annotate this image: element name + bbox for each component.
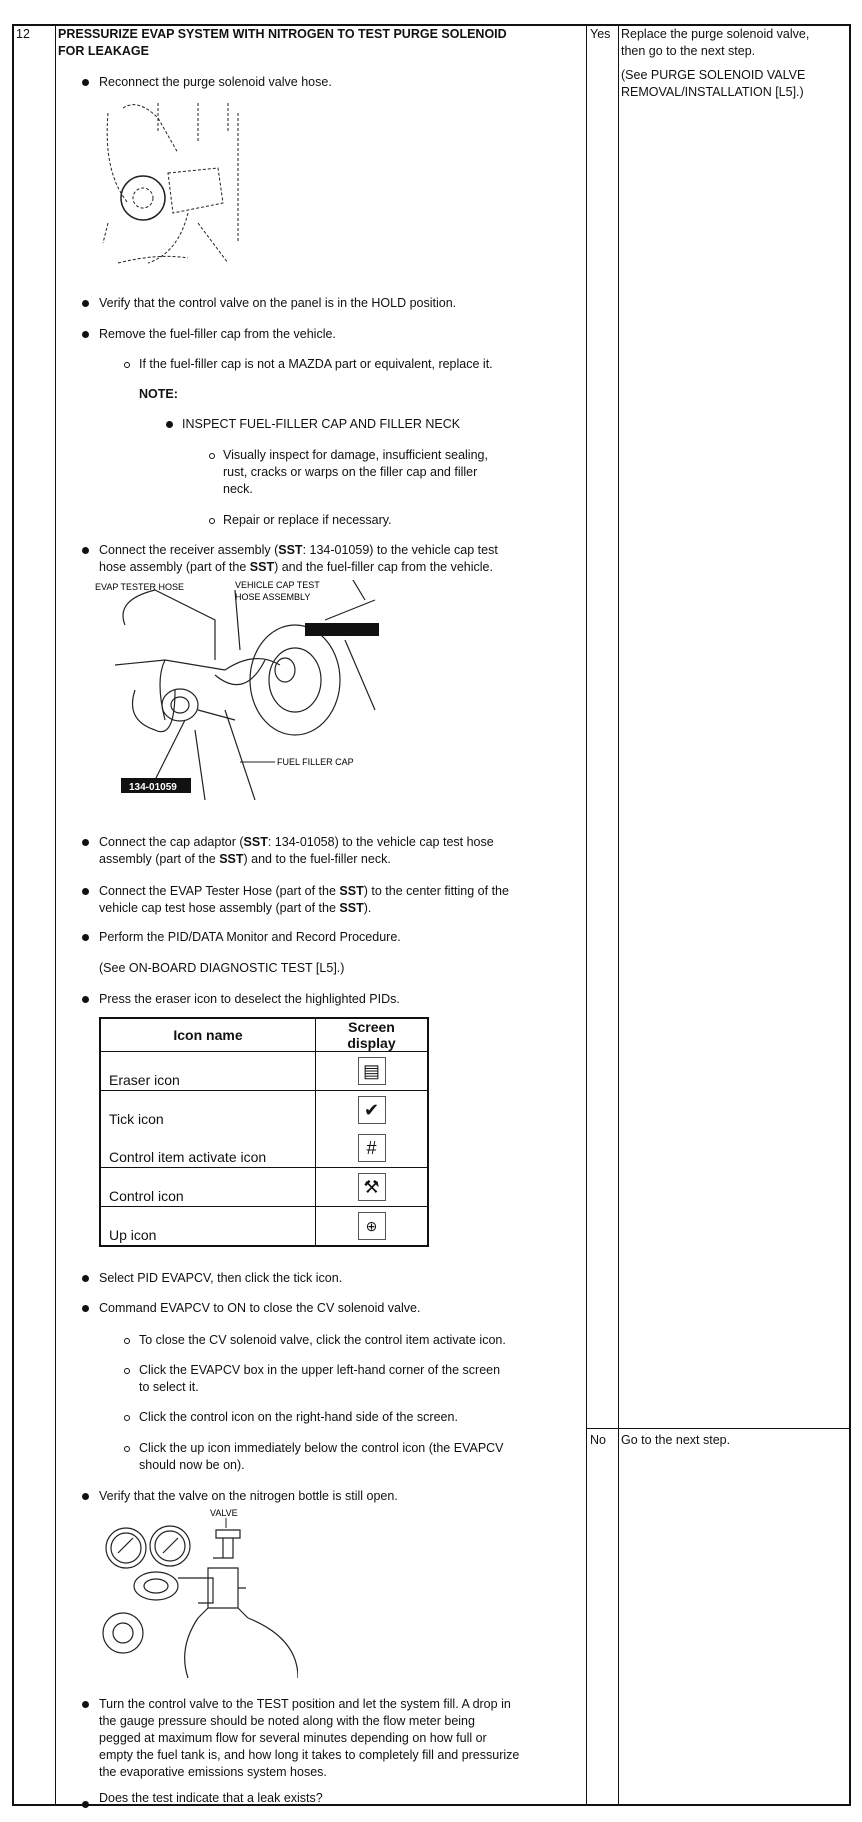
list-item: Connect the EVAP Tester Hose (part of the SST) to the center fitting of the vehicle cap test hose assembly (part of the SST). <box>99 884 509 915</box>
sub-item: Click the EVAPCV box in the upper left-hand corner of the screen to select it. <box>139 1363 501 1394</box>
list-item: Does the test indicate that a leak exists? <box>99 1791 323 1805</box>
tick-icon: ✔ <box>358 1096 386 1124</box>
list-item: Remove the fuel-filler cap from the vehicle. <box>99 327 336 341</box>
icon-name-cell: Tick icon <box>100 1091 316 1129</box>
no-label: No <box>590 1433 606 1447</box>
vehicle-cap-label-1: VEHICLE CAP TEST <box>235 580 320 590</box>
evap-tester-hose-label: EVAP TESTER HOSE <box>95 582 185 592</box>
fuel-filler-cap-label: FUEL FILLER CAP <box>277 757 354 767</box>
list-item: Turn the control valve to the TEST position and let the system fill. A drop in the gauge pressure should be noted along with the flow meter being pegged at maximum flow for several minutes depending on how full or empty the fuel tank is, and how long it takes to completely fill and pressurize the evaporative emissions system hoses. <box>99 1697 520 1779</box>
bullet <box>82 547 89 554</box>
sub-bullet <box>124 1368 130 1374</box>
sst-number-label: 134-01059 <box>129 782 177 793</box>
control-item-activate-icon: # <box>358 1134 386 1162</box>
divider <box>55 24 56 1806</box>
valve-label: VALVE <box>210 1508 238 1518</box>
sub-bullet <box>209 518 215 524</box>
sub-bullet <box>124 362 130 368</box>
up-icon: ⊕ <box>358 1212 386 1240</box>
bullet <box>82 1305 89 1312</box>
list-item: Connect the cap adaptor (SST: 134-01058) to the vehicle cap test hose assembly (part of the SST) and to the fuel-filler neck. <box>99 835 494 866</box>
list-item: Press the eraser icon to deselect the highlighted PIDs. <box>99 992 400 1006</box>
list-item: Verify that the control valve on the panel is in the HOLD position. <box>99 296 457 310</box>
sub-item: Click the up icon immediately below the control icon (the EVAPCV should now be on). <box>139 1441 504 1472</box>
list-item: Select PID EVAPCV, then click the tick icon. <box>99 1271 343 1285</box>
bullet <box>166 421 173 428</box>
bullet <box>82 996 89 1003</box>
bullet <box>82 1801 89 1808</box>
nitrogen-bottle-illustration <box>98 1508 298 1678</box>
sub-item: Click the control icon on the right-hand side of the screen. <box>139 1410 458 1424</box>
bullet <box>82 1493 89 1500</box>
obd-reference[interactable]: (See ON-BOARD DIAGNOSTIC TEST [L5].) <box>99 961 345 975</box>
yes-reference[interactable]: (See PURGE SOLENOID VALVE REMOVAL/INSTALLATION [L5].) <box>621 68 806 99</box>
icon-name-cell: Control icon <box>100 1167 316 1206</box>
sub-item: If the fuel-filler cap is not a MAZDA part or equivalent, replace it. <box>139 357 493 371</box>
sub-bullet <box>124 1415 130 1421</box>
vehicle-cap-label-2: HOSE ASSEMBLY <box>235 592 311 602</box>
list-item: Command EVAPCV to ON to close the CV solenoid valve. <box>99 1301 421 1315</box>
step-number: 12 <box>16 27 30 41</box>
bullet <box>82 300 89 307</box>
list-item: Connect the receiver assembly (SST: 134-01059) to the vehicle cap test hose assembly (part of the SST) and the fuel-filler cap from the vehicle. <box>99 543 498 574</box>
cap-test-hose-illustration <box>95 580 395 808</box>
bullet <box>82 1275 89 1282</box>
icon-name-cell: Control item activate icon <box>100 1129 316 1167</box>
list-item: Reconnect the purge solenoid valve hose. <box>99 75 332 89</box>
blacked-out-label <box>305 623 379 636</box>
list-item: Perform the PID/DATA Monitor and Record Procedure. <box>99 930 401 944</box>
icon-table <box>99 1017 429 1247</box>
note-item: INSPECT FUEL-FILLER CAP AND FILLER NECK <box>182 417 461 431</box>
divider <box>586 24 587 1806</box>
column-header: Icon name <box>100 1018 316 1052</box>
sub-bullet <box>209 453 215 459</box>
yes-action: Replace the purge solenoid valve, then go to the next step. <box>621 27 810 58</box>
eraser-icon: ▤ <box>358 1057 386 1085</box>
icon-name-cell: Up icon <box>100 1206 316 1246</box>
bullet <box>82 839 89 846</box>
divider <box>618 24 619 1806</box>
bullet <box>82 331 89 338</box>
no-action: Go to the next step. <box>621 1433 731 1447</box>
sub-item: Repair or replace if necessary. <box>223 513 392 527</box>
sub-bullet <box>124 1446 130 1452</box>
sub-bullet <box>124 1338 130 1344</box>
control-icon: ⚒ <box>358 1173 386 1201</box>
column-header: Screen display <box>316 1018 429 1052</box>
bullet <box>82 934 89 941</box>
bullet <box>82 1701 89 1708</box>
bullet <box>82 79 89 86</box>
step-title: PRESSURIZE EVAP SYSTEM WITH NITROGEN TO TEST PURGE SOLENOID FOR LEAKAGE <box>58 27 507 58</box>
list-item: Verify that the valve on the nitrogen bottle is still open. <box>99 1489 398 1503</box>
purge-solenoid-illustration <box>98 93 278 273</box>
icon-name-cell: Eraser icon <box>100 1052 316 1091</box>
sub-item: To close the CV solenoid valve, click the control item activate icon. <box>139 1333 506 1347</box>
yes-label: Yes <box>590 27 611 41</box>
divider <box>586 1428 851 1429</box>
note-label: NOTE: <box>139 387 178 401</box>
sub-item: Visually inspect for damage, insufficient sealing, rust, cracks or warps on the filler cap and filler neck. <box>223 448 488 496</box>
bullet <box>82 888 89 895</box>
